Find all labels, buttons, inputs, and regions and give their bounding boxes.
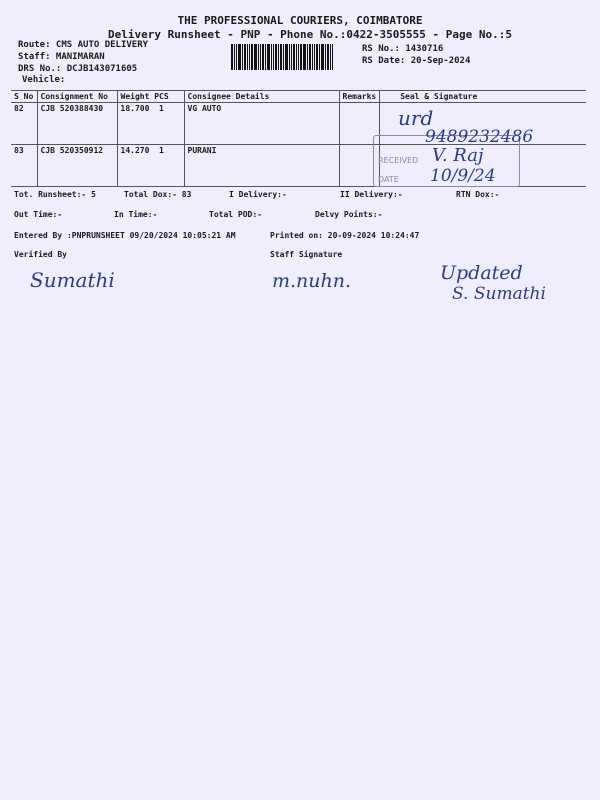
barcode-bar [236, 44, 237, 70]
barcode-bar [273, 44, 274, 70]
barcode-bar [321, 44, 324, 70]
company-title: THE PROFESSIONAL COURIERS, COIMBATORE [177, 14, 423, 27]
barcode-bar [265, 44, 266, 70]
barcode-bar [260, 44, 261, 70]
row-pcs: 1 [159, 104, 164, 113]
barcode-bar [296, 44, 297, 70]
vehicle-label: Vehicle: [22, 75, 66, 85]
out-time: Out Time:- [14, 210, 63, 219]
barcode-bar [238, 44, 241, 70]
barcode-bar [316, 44, 318, 70]
stamp-date: DATE [378, 175, 399, 184]
drs-number: DRS No.: DCJB143071605 [18, 64, 138, 74]
runsheet-subtitle: Delivery Runsheet - PNP - Phone No.:0422-3505555 - Page No.:5 [108, 28, 512, 41]
barcode-bar [325, 44, 326, 70]
barcode-bar [319, 44, 320, 70]
verified-signature: Sumathi [30, 268, 115, 292]
row-weight-pcs [117, 145, 184, 187]
in-time: In Time:- [114, 210, 158, 219]
col-consignee: Consignee Details [184, 91, 339, 103]
handwritten-receiver: V. Raj [432, 145, 484, 166]
rs-number: RS No.: 1430716 [362, 44, 444, 54]
barcode-bar [267, 44, 270, 70]
barcode-bar [249, 44, 250, 70]
table-header-row [11, 91, 586, 103]
col-weight-pcs: Weight PCS [117, 91, 184, 103]
staff-signature: m.nuhn. [272, 270, 352, 292]
entered-by: Entered By :PNPRUNSHEET 09/20/2024 10:05:21 AM [14, 231, 236, 240]
row-consignment: CJB 520350912 [37, 145, 117, 187]
col-seal: Seal & Signature [380, 91, 586, 103]
barcode-bar [283, 44, 284, 70]
barcode-bar [327, 44, 329, 70]
barcode-bar [332, 44, 333, 70]
row-weight: 14.270 [120, 146, 150, 155]
verified-by-label: Verified By [14, 250, 67, 259]
barcode-bar [275, 44, 277, 70]
handwritten-initials: urd [398, 106, 434, 130]
stamp-received: RECEIVED [378, 156, 419, 165]
route-label: Route: CMS AUTO DELIVERY [18, 40, 149, 50]
handwritten-phone: 9489232486 [425, 127, 534, 147]
row-pcs: 1 [159, 146, 164, 155]
delivery-points: Delvy Points:- [315, 210, 383, 219]
barcode-bar [262, 44, 264, 70]
col-remarks: Remarks [339, 91, 380, 103]
barcode-bar [251, 44, 253, 70]
total-runsheet: Tot. Runsheet:- 5 [14, 190, 96, 199]
row-sno: 82 [14, 104, 24, 113]
col-consignment: Consignment No [37, 91, 117, 103]
barcode [231, 44, 357, 70]
row-sno: 83 [14, 146, 24, 155]
total-pod: Total POD:- [209, 210, 262, 219]
handwritten-date: 10/9/24 [430, 166, 496, 186]
i-delivery: I Delivery:- [229, 190, 287, 199]
row-weight-pcs [117, 103, 184, 145]
barcode-bar [271, 44, 272, 70]
barcode-bar [312, 44, 313, 70]
updated-note: Updated [440, 262, 523, 284]
barcode-bar [330, 44, 331, 70]
barcode-bar [309, 44, 311, 70]
row-weight: 18.700 [120, 104, 150, 113]
row-consignee: PURANI [184, 145, 339, 187]
barcode-bar [307, 44, 308, 70]
barcode-bar [278, 44, 279, 70]
barcode-bar [298, 44, 299, 70]
col-sno: S No [14, 92, 34, 101]
barcode-bar [231, 44, 233, 70]
barcode-bar [258, 44, 259, 70]
row-consignee: VG AUTO [184, 103, 339, 145]
updated-by-signature: S. Sumathi [452, 284, 546, 304]
barcode-bar [244, 44, 246, 70]
barcode-bar [300, 44, 302, 70]
rtn-dox: RTN Dox:- [456, 190, 500, 199]
ii-delivery: II Delivery:- [340, 190, 403, 199]
barcode-bar [254, 44, 257, 70]
barcode-bar [247, 44, 248, 70]
barcode-bar [314, 44, 315, 70]
staff-label: Staff: MANIMARAN [18, 52, 105, 62]
barcode-bar [289, 44, 290, 70]
barcode-bar [242, 44, 243, 70]
barcode-bar [280, 44, 282, 70]
printed-on: Printed on: 20-09-2024 10:24:47 [270, 231, 420, 240]
staff-signature-label: Staff Signature [270, 250, 343, 259]
total-dox: Total Dox:- 83 [124, 190, 192, 199]
barcode-bar [291, 44, 292, 70]
barcode-bar [293, 44, 295, 70]
barcode-bar [303, 44, 306, 70]
barcode-bar [285, 44, 288, 70]
rs-date: RS Date: 20-Sep-2024 [362, 56, 471, 66]
row-consignment: CJB 520388430 [37, 103, 117, 145]
barcode-bar [234, 44, 235, 70]
